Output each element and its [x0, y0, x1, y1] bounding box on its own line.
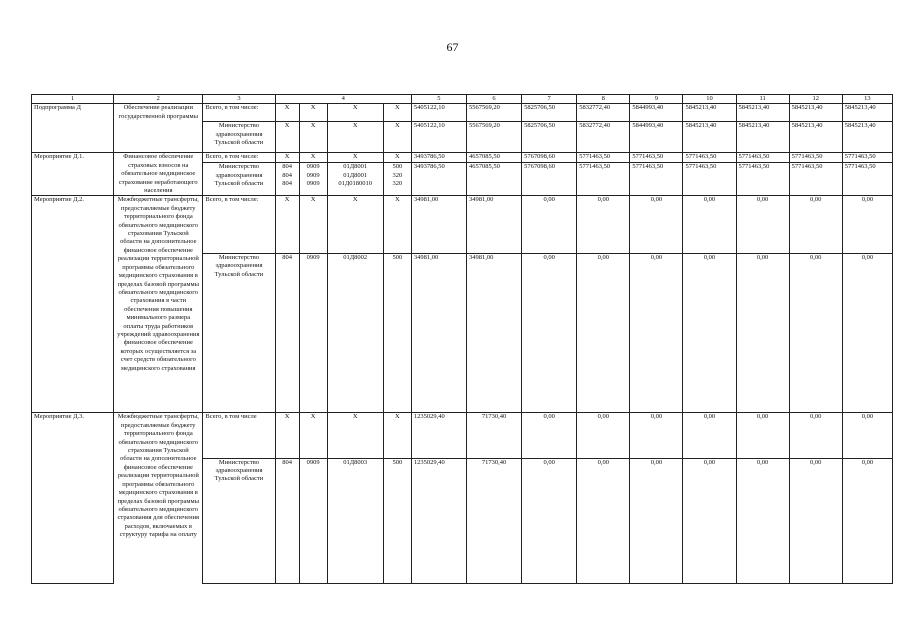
value-cell: 1235029,40: [411, 458, 466, 584]
code-cell: Х: [327, 196, 383, 253]
value-cell: 0,00: [736, 253, 789, 413]
budget-table: [31, 94, 893, 584]
col-header: 6: [466, 95, 521, 104]
page-number: 67: [446, 40, 459, 54]
code-cell: 500: [383, 458, 411, 584]
value-cell: 5771463,50: [736, 163, 789, 196]
value-cell: 5771463,50: [630, 153, 683, 163]
value-cell: 0,00: [789, 458, 842, 584]
row-who: Всего, в том числе:: [203, 196, 275, 253]
value-cell: 0,00: [842, 196, 892, 253]
value-cell: 34981,00: [466, 253, 521, 413]
value-cell: 0,00: [577, 413, 630, 458]
row-description: Обеспечение реализации государственной программы: [114, 104, 203, 153]
value-cell: 5771463,50: [683, 153, 736, 163]
value-cell: 5825706,50: [522, 122, 577, 153]
code-cell: Х: [383, 413, 411, 458]
row-description: Межбюджетные трансферты, предоставляемые бюджету территориального фонда обязательного медицинского страхования Тульской области на дополнительное финансовое обеспечение реализации территориальной программы обязательного медицинского страхования в пределах базовой программы обязательного медицинского страхования в части обеспечения повышения минимального размера оплаты труда работников учреждений здравоохранения финансовое обеспечение которых осуществляется за счет средств обязательного медицинского страхования: [114, 196, 203, 413]
value-cell: 5567569,20: [466, 104, 521, 122]
col-header: 7: [522, 95, 577, 104]
col-header: 10: [683, 95, 736, 104]
code-cell: 804 804 804: [275, 163, 299, 196]
value-cell: 0,00: [630, 196, 683, 253]
value-cell: 5845213,40: [736, 122, 789, 153]
row-id: Мероприятие Д.2.: [32, 196, 114, 413]
value-cell: 3493786,50: [411, 163, 466, 196]
code-cell: Х: [383, 196, 411, 253]
code-cell: Х: [327, 104, 383, 122]
value-cell: 0,00: [522, 196, 577, 253]
row-who: Министерство здравоохранения Тульской области: [203, 122, 275, 153]
value-cell: 5825706,50: [522, 104, 577, 122]
code-cell: Х: [383, 104, 411, 122]
value-cell: 5771463,50: [630, 163, 683, 196]
value-cell: 0,00: [736, 196, 789, 253]
value-cell: 0,00: [789, 253, 842, 413]
row-id: Подпрограмма Д: [32, 104, 114, 153]
col-header: 8: [577, 95, 630, 104]
value-cell: 0,00: [577, 253, 630, 413]
value-cell: 0,00: [577, 196, 630, 253]
value-cell: 5845213,40: [789, 104, 842, 122]
value-cell: 0,00: [522, 253, 577, 413]
col-header: 1: [32, 95, 114, 104]
value-cell: 0,00: [630, 413, 683, 458]
code-cell: Х: [275, 104, 299, 122]
col-header: 11: [736, 95, 789, 104]
code-cell: 500 320 320: [383, 163, 411, 196]
value-cell: 3493786,50: [411, 153, 466, 163]
value-cell: 1235029,40: [411, 413, 466, 458]
value-cell: 0,00: [736, 458, 789, 584]
value-cell: 4657085,50: [466, 163, 521, 196]
value-cell: 5845213,40: [789, 122, 842, 153]
value-cell: 5771463,50: [842, 153, 892, 163]
value-cell: 5405122,10: [411, 122, 466, 153]
code-cell: Х: [275, 196, 299, 253]
value-cell: 5845213,40: [736, 104, 789, 122]
row-who: Министерство здравоохранения Тульской области: [203, 458, 275, 584]
value-cell: 34981,00: [466, 196, 521, 253]
value-cell: 0,00: [577, 458, 630, 584]
code-cell: Х: [327, 122, 383, 153]
code-cell: Х: [299, 196, 327, 253]
value-cell: 5567569,20: [466, 122, 521, 153]
value-cell: 0,00: [630, 458, 683, 584]
row-who: Всего, в том числе:: [203, 153, 275, 163]
value-cell: 5767098,60: [522, 163, 577, 196]
code-cell: Х: [275, 413, 299, 458]
code-cell: Х: [327, 153, 383, 163]
value-cell: 0,00: [522, 458, 577, 584]
value-cell: 5405122,10: [411, 104, 466, 122]
value-cell: 0,00: [842, 458, 892, 584]
col-header: 5: [411, 95, 466, 104]
table-row: [32, 196, 893, 253]
row-description: Финансовое обеспечение страховых взносов на обязательное медицинское страхование неработающего населения: [114, 153, 203, 196]
value-cell: 0,00: [789, 413, 842, 458]
value-cell: 0,00: [842, 253, 892, 413]
row-id: Мероприятие Д.3.: [32, 413, 114, 584]
value-cell: 0,00: [683, 253, 736, 413]
value-cell: 34981,00: [411, 196, 466, 253]
value-cell: 5844993,40: [630, 104, 683, 122]
value-cell: 4657085,50: [466, 153, 521, 163]
value-cell: 5832772,40: [577, 104, 630, 122]
code-cell: 01Д8001 01Д8001 01Д0180010: [327, 163, 383, 196]
value-cell: 5771463,50: [842, 163, 892, 196]
row-description: Межбюджетные трансферты, предоставляемые бюджету территориального фонда обязательного медицинского страхования Тульской области на дополнительное финансовое обеспечение реализации территориальной программы обязательного медицинского страхования в пределах базовой программы обязательного медицинского страхования для обеспечения расходов, включаемых в структуру тарифа на оплату: [114, 413, 203, 584]
value-cell: 5771463,50: [683, 163, 736, 196]
code-cell: Х: [299, 413, 327, 458]
code-cell: Х: [299, 122, 327, 153]
value-cell: 5767098,60: [522, 153, 577, 163]
value-cell: 5845213,40: [842, 104, 892, 122]
value-cell: 5771463,50: [789, 153, 842, 163]
col-header: 3: [203, 95, 275, 104]
row-who: Министерство здравоохранения Тульской области: [203, 163, 275, 196]
value-cell: 5832772,40: [577, 122, 630, 153]
code-cell: 01Д8002: [327, 253, 383, 413]
col-header: 12: [789, 95, 842, 104]
code-cell: 01Д8003: [327, 458, 383, 584]
value-cell: 5845213,40: [842, 122, 892, 153]
value-cell: 0,00: [789, 196, 842, 253]
code-cell: Х: [299, 153, 327, 163]
value-cell: 5771463,50: [736, 153, 789, 163]
value-cell: 34981,00: [411, 253, 466, 413]
code-cell: 804: [275, 253, 299, 413]
col-header: 13: [842, 95, 892, 104]
row-who: Всего, в том числе:: [203, 104, 275, 122]
value-cell: 5771463,50: [577, 153, 630, 163]
value-cell: 0,00: [842, 413, 892, 458]
code-cell: 804: [275, 458, 299, 584]
row-id: Мероприятие Д.1.: [32, 153, 114, 196]
value-cell: 71730,40: [466, 458, 521, 584]
table-row: [32, 153, 893, 163]
value-cell: 0,00: [683, 413, 736, 458]
value-cell: 5771463,50: [577, 163, 630, 196]
row-who: Министерство здравоохранения Тульской области: [203, 253, 275, 413]
value-cell: 0,00: [630, 253, 683, 413]
value-cell: 71730,40: [466, 413, 521, 458]
code-cell: Х: [327, 413, 383, 458]
code-cell: 0909: [299, 253, 327, 413]
value-cell: 0,00: [683, 458, 736, 584]
value-cell: 5844993,40: [630, 122, 683, 153]
code-cell: Х: [299, 104, 327, 122]
code-cell: Х: [383, 122, 411, 153]
value-cell: 0,00: [522, 413, 577, 458]
value-cell: 0,00: [683, 196, 736, 253]
row-who: Всего, в том числе: [203, 413, 275, 458]
code-cell: Х: [275, 153, 299, 163]
col-header: 9: [630, 95, 683, 104]
col-header: 2: [114, 95, 203, 104]
code-cell: 500: [383, 253, 411, 413]
value-cell: 5845213,40: [683, 104, 736, 122]
code-cell: 0909: [299, 458, 327, 584]
value-cell: 0,00: [736, 413, 789, 458]
col-header: 4: [275, 95, 411, 104]
code-cell: Х: [383, 153, 411, 163]
value-cell: 5845213,40: [683, 122, 736, 153]
table-row: [32, 413, 893, 458]
table-row: [32, 104, 893, 122]
table-header-row: [32, 95, 893, 104]
code-cell: 0909 0909 0909: [299, 163, 327, 196]
value-cell: 5771463,50: [789, 163, 842, 196]
code-cell: Х: [275, 122, 299, 153]
